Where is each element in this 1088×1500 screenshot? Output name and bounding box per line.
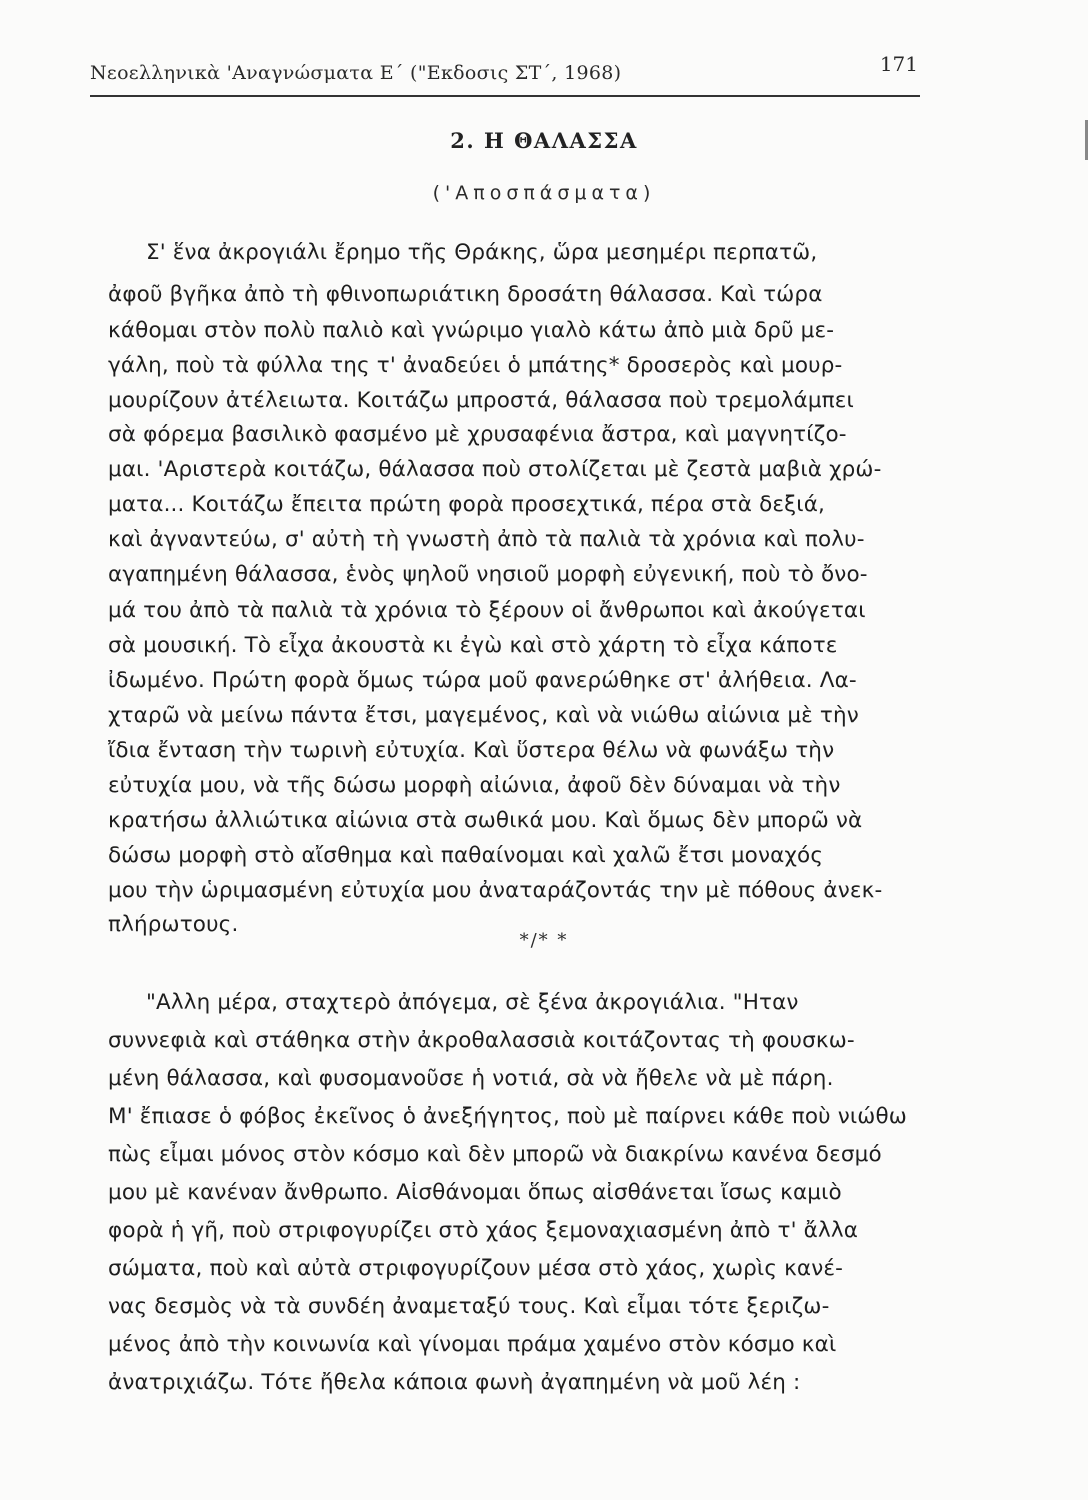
running-title: Νεοελληνικὰ 'Αναγνώσματα Ε΄ ("Εκδοσις ΣΤ΄, 1968)	[90, 62, 622, 84]
text-line: μαι. 'Αριστερὰ κοιτάζω, θάλασσα ποὺ στολίζεται μὲ ζεστὰ μαβιὰ χρώ-	[108, 457, 882, 482]
text-line: ἀφοῦ βγῆκα ἀπὸ τὴ φθινοπωριάτικη δροσάτη θάλασσα. Καὶ τώρα	[108, 282, 823, 307]
text-line: μου μὲ κανέναν ἄνθρωπο. Αἰσθάνομαι ὅπως αἰσθάνεται ἴσως καμιὸ	[108, 1180, 842, 1205]
text-line: σώματα, ποὺ καὶ αὐτὰ στριφογυρίζουν μέσα στὸ χάος, χωρὶς κανέ-	[108, 1256, 844, 1281]
chapter-subtitle: ('Αποσπάσματα)	[432, 182, 656, 204]
text-line: νας δεσμὸς νὰ τὰ συνδέη ἀναμεταξύ τους. Καὶ εἶμαι τότε ξεριζω-	[108, 1294, 830, 1319]
text-line: Μ' ἔπιασε ὁ φόβος ἐκεῖνος ὁ ἀνεξήγητος, ποὺ μὲ παίρνει κάθε ποὺ νιώθω	[108, 1104, 907, 1129]
text-line: ἀνατριχιάζω. Τότε ἤθελα κάποια φωνὴ ἀγαπημένη νὰ μοῦ λέη :	[108, 1370, 801, 1395]
text-line: ματα... Κοιτάζω ἔπειτα πρώτη φορὰ προσεχτικά, πέρα στὰ δεξιά,	[108, 492, 826, 517]
text-line: μουρίζουν ἀτέλειωτα. Κοιτάζω μπροστά, θάλασσα ποὺ τρεμολάμπει	[108, 388, 854, 413]
text-line: σὰ μουσική. Τὸ εἶχα ἀκουστὰ κι ἐγὼ καὶ στὸ χάρτη τὸ εἶχα κάποτε	[108, 633, 838, 658]
text-line: κρατήσω ἀλλιώτικα αἰώνια στὰ σωθικά μου. Καὶ ὅμως δὲν μπορῶ νὰ	[108, 808, 863, 833]
text-line: μένη θάλασσα, καὶ φυσομανοῦσε ἡ νοτιά, σὰ νὰ ἤθελε νὰ μὲ πάρη.	[108, 1066, 834, 1091]
text-line: φορὰ ἡ γῆ, ποὺ στριφογυρίζει στὸ χάος ξεμοναχιασμένη ἀπὸ τ' ἄλλα	[108, 1218, 859, 1243]
section-separator: */* *	[519, 930, 569, 951]
text-line: ἰδωμένο. Πρώτη φορὰ ὅμως τώρα μοῦ φανερώθηκε στ' ἀλήθεια. Λα-	[108, 668, 857, 693]
chapter-title: 2. Η ΘΑΛΑΣΣΑ	[450, 128, 638, 153]
text-line: δώσω μορφὴ στὸ αἴσθημα καὶ παθαίνομαι καὶ χαλῶ ἔτσι μοναχός	[108, 843, 824, 868]
text-line: κάθομαι στὸν πολὺ παλιὸ καὶ γνώριμο γιαλὸ κάτω ἀπὸ μιὰ δρῦ με-	[108, 318, 835, 343]
text-line: συννεφιὰ καὶ στάθηκα στὴν ἀκροθαλασσιὰ κοιτάζοντας τὴ φουσκω-	[108, 1028, 855, 1053]
running-header	[90, 52, 920, 92]
page-number: 171	[879, 52, 918, 76]
text-line: χταρῶ νὰ μείνω πάντα ἔτσι, μαγεμένος, καὶ νὰ νιώθω αἰώνια μὲ τὴν	[108, 703, 859, 728]
text-line: Σ' ἕνα ἀκρογιάλι ἔρημο τῆς Θράκης, ὥρα μεσημέρι περπατῶ,	[146, 240, 818, 265]
text-line: πὼς εἶμαι μόνος στὸν κόσμο καὶ δὲν μπορῶ νὰ διακρίνω κανένα δεσμό	[108, 1142, 882, 1167]
text-line: καὶ ἀγναντεύω, σ' αὐτὴ τὴ γνωστὴ ἀπὸ τὰ παλιὰ τὰ χρόνια καὶ πολυ-	[108, 527, 865, 552]
text-line: πλήρωτους.	[108, 912, 239, 937]
text-line: σὰ φόρεμα βασιλικὸ φασμένο μὲ χρυσαφένια ἄστρα, καὶ μαγνητίζο-	[108, 422, 847, 447]
text-line: μένος ἀπὸ τὴν κοινωνία καὶ γίνομαι πράμα χαμένο στὸν κόσμο καὶ	[108, 1332, 837, 1357]
text-line: αγαπημένη θάλασσα, ἑνὸς ψηλοῦ νησιοῦ μορφὴ εὐγενική, ποὺ τὸ ὄνο-	[108, 562, 868, 587]
text-line: ἴδια ἔνταση τὴν τωρινὴ εὐτυχία. Καὶ ὕστερα θέλω νὰ φωνάξω τὴν	[108, 738, 835, 763]
header-rule	[90, 95, 920, 97]
text-line: μά του ἀπὸ τὰ παλιὰ τὰ χρόνια τὸ ξέρουν οἱ ἄνθρωποι καὶ ἀκούγεται	[108, 598, 866, 623]
text-line: γάλη, ποὺ τὰ φύλλα της τ' ἀναδεύει ὁ μπάτης* δροσερὸς καὶ μουρ-	[108, 353, 843, 378]
text-line: μου τὴν ὡριμασμένη εὐτυχία μου ἀναταράζοντάς την μὲ πόθους ἀνεκ-	[108, 878, 883, 903]
text-line: "Αλλη μέρα, σταχτερὸ ἀπόγεμα, σὲ ξένα ἀκρογιάλια. "Ηταν	[146, 990, 799, 1015]
text-line: εὐτυχία μου, νὰ τῆς δώσω μορφὴ αἰώνια, ἀφοῦ δὲν δύναμαι νὰ τὴν	[108, 773, 841, 798]
